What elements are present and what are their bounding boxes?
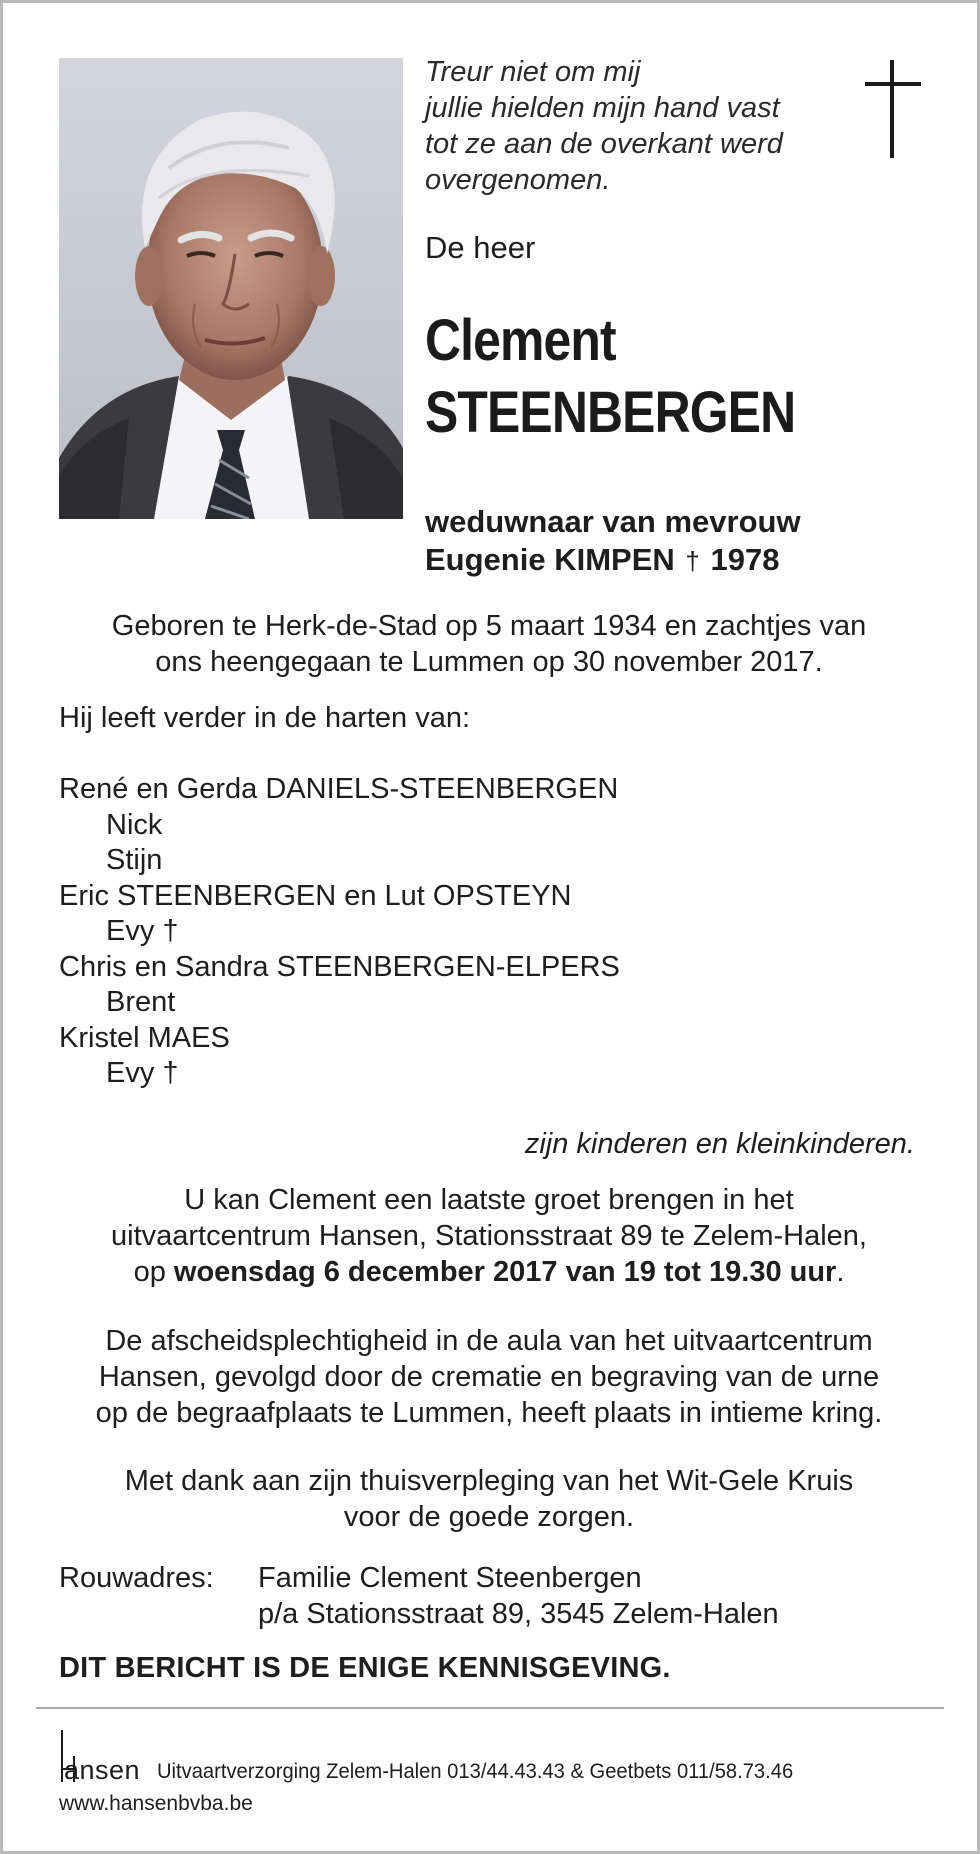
cross-icon bbox=[865, 60, 921, 158]
footer-divider bbox=[36, 1707, 944, 1709]
salutation: De heer bbox=[425, 230, 536, 265]
visitation-line: uitvaartcentrum Hansen, Stationsstraat 89 te Zelem-Halen, bbox=[111, 1220, 867, 1252]
visitation-suffix: . bbox=[836, 1256, 845, 1288]
widower-of bbox=[425, 503, 801, 580]
ceremony-line: Hansen, gevolgd door de crematie en begraving van de urne bbox=[98, 1361, 880, 1393]
memorial-poem bbox=[425, 54, 783, 198]
ceremony-info bbox=[59, 1323, 919, 1431]
address-line: Familie Clement Steenbergen bbox=[258, 1562, 642, 1594]
visitation-prefix: op bbox=[133, 1256, 166, 1288]
visitation-info bbox=[59, 1182, 919, 1290]
family-member: René en Gerda DANIELS-STEENBERGEN bbox=[59, 773, 619, 805]
children-note: zijn kinderen en kleinkinderen. bbox=[524, 1128, 915, 1160]
family-member: Eric STEENBERGEN en Lut OPSTEYN bbox=[59, 879, 572, 912]
family-list bbox=[59, 772, 620, 1092]
grandchild: Brent bbox=[106, 986, 176, 1018]
thanks-line: Met dank aan zijn thuisverpleging van het Wit-Gele Kruis bbox=[124, 1465, 854, 1497]
last-name: STEENBERGEN bbox=[425, 380, 796, 445]
thanks-line: voor de goede zorgen. bbox=[343, 1501, 635, 1533]
statement-line: Geboren te Herk-de-Stad op 5 maart 1934 en zachtjes van bbox=[111, 610, 867, 642]
grandchild: Evy † bbox=[106, 915, 179, 947]
statement-line: ons heengegaan te Lummen op 30 november 2017. bbox=[155, 646, 823, 678]
portrait-photo bbox=[59, 58, 403, 519]
spouse-death-year: 1978 bbox=[710, 542, 780, 577]
visitation-date: woensdag 6 december 2017 van 19 tot 19.30 uur bbox=[173, 1256, 837, 1288]
logo-text: ansen bbox=[64, 1755, 141, 1785]
poem-line: Treur niet om mij bbox=[425, 56, 641, 88]
address-lines bbox=[258, 1560, 779, 1632]
spouse-line bbox=[425, 541, 801, 580]
funeral-home-contact: Uitvaartverzorging Zelem-Halen 013/44.43.43 & Geetbets 011/58.73.46 bbox=[157, 1760, 794, 1783]
grandchild: Evy † bbox=[106, 1057, 179, 1089]
ceremony-line: op de begraafplaats te Lummen, heeft plaats in intieme kring. bbox=[95, 1397, 883, 1429]
family-intro: Hij leeft verder in de harten van: bbox=[59, 702, 471, 734]
thanks-note bbox=[59, 1463, 919, 1535]
address-label: Rouwadres: bbox=[59, 1562, 214, 1594]
poem-line: tot ze aan de overkant werd bbox=[425, 128, 783, 160]
dagger-icon: † bbox=[685, 546, 700, 576]
family-member: Chris en Sandra STEENBERGEN-ELPERS bbox=[59, 950, 620, 983]
first-name: Clement bbox=[425, 308, 616, 373]
ceremony-line: De afscheidsplechtigheid in de aula van het uitvaartcentrum bbox=[105, 1325, 873, 1357]
deceased-name bbox=[425, 305, 795, 449]
grandchild: Nick bbox=[106, 808, 163, 841]
visitation-line bbox=[59, 1254, 919, 1290]
family-member: Kristel MAES bbox=[59, 1021, 230, 1054]
widower-line: weduwnaar van mevrouw bbox=[425, 504, 801, 539]
poem-line: overgenomen. bbox=[425, 164, 611, 196]
visitation-line: U kan Clement een laatste groet brengen in het bbox=[184, 1184, 794, 1216]
poem-line: jullie hielden mijn hand vast bbox=[425, 92, 780, 124]
birth-death-statement bbox=[59, 608, 919, 680]
address-line: p/a Stationsstraat 89, 3545 Zelem-Halen bbox=[258, 1598, 779, 1630]
sole-notice: DIT BERICHT IS DE ENIGE KENNISGEVING. bbox=[59, 1652, 671, 1684]
grandchild: Stijn bbox=[106, 844, 163, 876]
spouse-name: Eugenie KIMPEN bbox=[425, 542, 675, 577]
website-link[interactable]: www.hansenbvba.be bbox=[59, 1792, 253, 1815]
